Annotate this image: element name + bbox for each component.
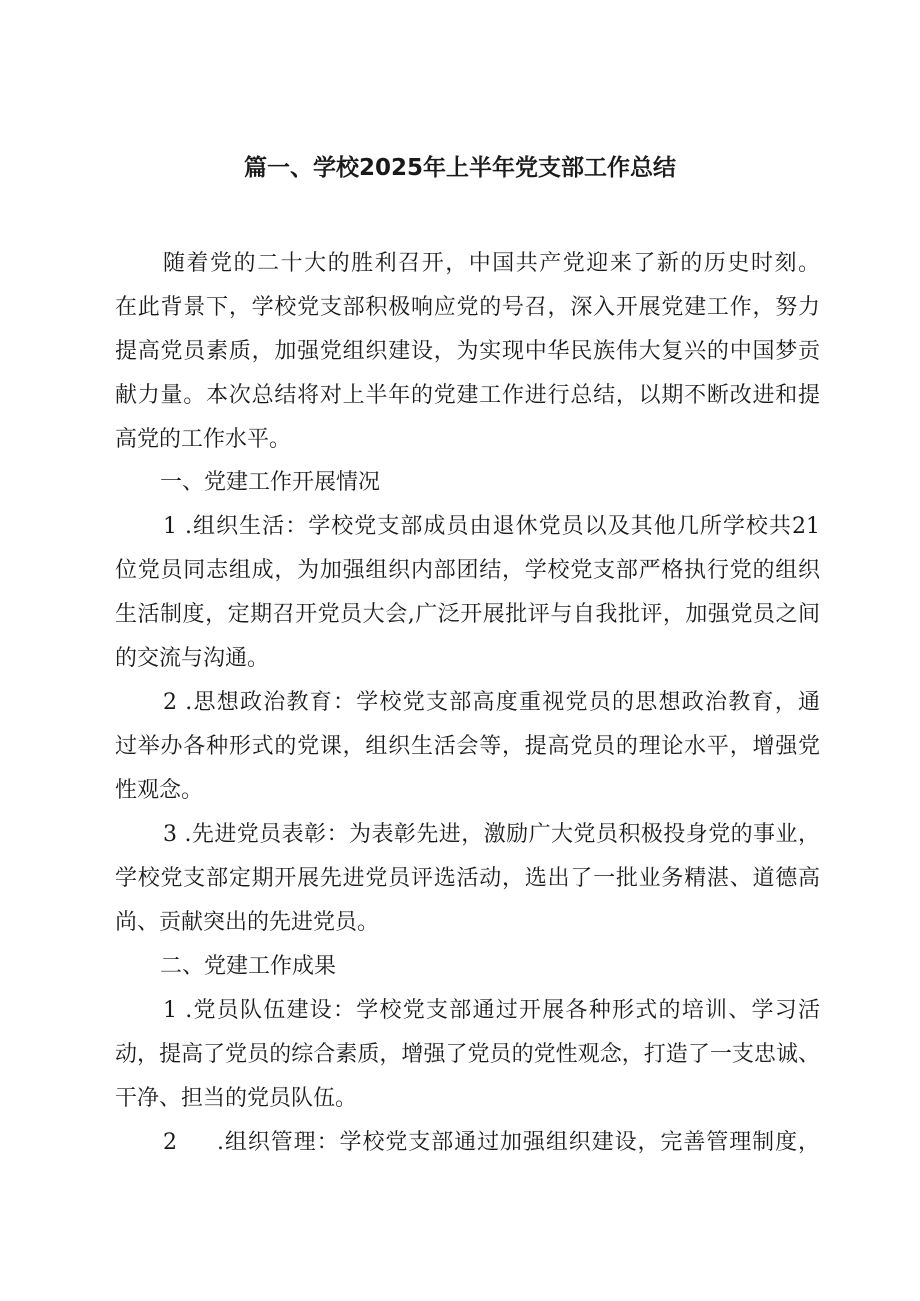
list-item-number: 2 bbox=[163, 1130, 177, 1155]
list-item-line: 1 .党员队伍建设：学校党支部通过开展各种形式的培训、学习活 bbox=[163, 998, 820, 1023]
intro-paragraph-line: 献力量。本次总结将对上半年的党建工作进行总结，以期不断改进和提 bbox=[115, 383, 820, 408]
intro-paragraph-line: 高党的工作水平。 bbox=[115, 427, 292, 452]
list-item-line: 尚、贡献突出的先进党员。 bbox=[115, 910, 380, 935]
list-item-line: 的交流与沟通。 bbox=[115, 646, 270, 671]
document-title: 篇一、学校2025年上半年党支部工作总结 bbox=[243, 155, 676, 181]
list-item-line bbox=[163, 1125, 820, 1161]
list-item-line: 位党员同志组成，为加强组织内部团结，学校党支部严格执行党的组织 bbox=[115, 558, 820, 583]
section-heading-1: 一、党建工作开展情况 bbox=[160, 470, 381, 495]
intro-paragraph-line: 在此背景下，学校党支部积极响应党的号召，深入开展党建工作，努力 bbox=[115, 295, 820, 320]
list-item-line: 动，提高了党员的综合素质，增强了党员的党性观念，打造了一支忠诚、 bbox=[115, 1042, 820, 1067]
list-item-line: 过举办各种形式的党课，组织生活会等，提高党员的理论水平，增强党 bbox=[115, 734, 820, 759]
list-item-line: 性观念。 bbox=[115, 778, 204, 803]
list-item-line: 干净、担当的党员队伍。 bbox=[115, 1086, 358, 1111]
intro-paragraph-line: 提高党员素质，加强党组织建设，为实现中华民族伟大复兴的中国梦贡 bbox=[115, 339, 820, 364]
section-heading-2: 二、党建工作成果 bbox=[160, 954, 337, 979]
list-item-line: 学校党支部定期开展先进党员评选活动，选出了一批业务精湛、道德高 bbox=[115, 866, 820, 891]
list-item-line: 1 .组织生活：学校党支部成员由退休党员以及其他几所学校共21 bbox=[163, 514, 820, 539]
list-item-line: 2 .思想政治教育：学校党支部高度重视党员的思想政治教育，通 bbox=[163, 690, 820, 715]
list-item-line: 生活制度，定期召开党员大会,广泛开展批评与自我批评，加强党员之间 bbox=[115, 602, 820, 627]
list-item-line: 3 .先进党员表彰：为表彰先进，激励广大党员积极投身党的事业， bbox=[163, 822, 820, 847]
intro-paragraph-line: 随着党的二十大的胜利召开，中国共产党迎来了新的历史时刻。 bbox=[163, 251, 820, 276]
list-item-text: .组织管理：学校党支部通过加强组织建设，完善管理制度， bbox=[217, 1130, 820, 1155]
